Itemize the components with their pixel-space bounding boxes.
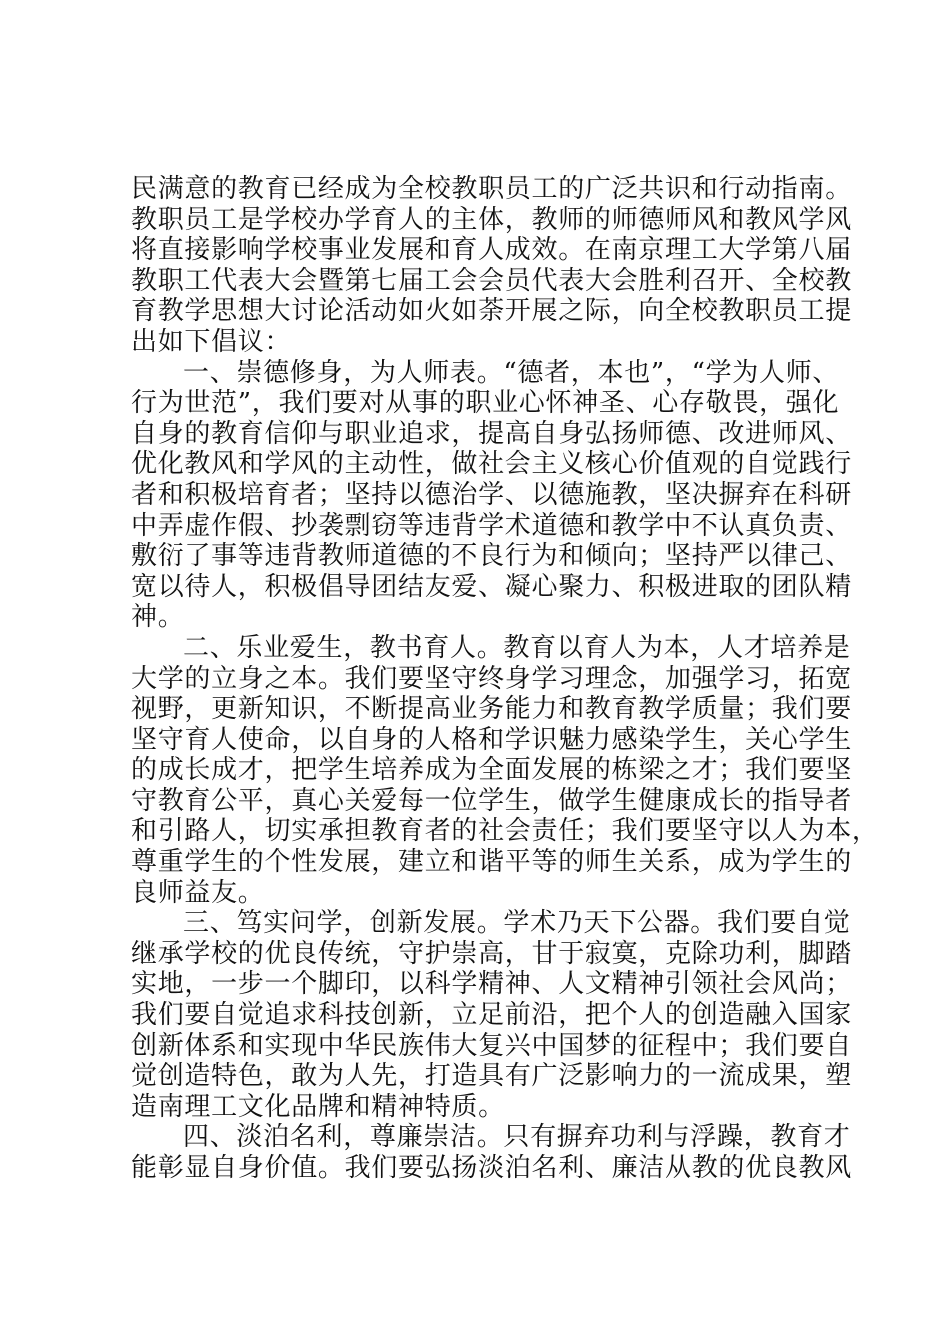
text-line: 中弄虚作假、抄袭剽窃等违背学术道德和教学中不认真负责、	[131, 510, 852, 541]
text-line: 实地，一步一个脚印，以科学精神、人文精神引领社会风尚；	[131, 969, 852, 1000]
text-line: 宽以待人，积极倡导团结友爱、凝心聚力、积极进取的团队精	[131, 571, 852, 602]
text-line: 的成长成才，把学生培养成为全面发展的栋梁之才；我们要坚	[131, 755, 852, 786]
text-line: 行为世范”，我们要对从事的职业心怀神圣、心存敬畏，强化	[131, 388, 840, 419]
text-line: 和引路人，切实承担教育者的社会责任；我们要坚守以人为本，	[131, 816, 879, 847]
text-line: 守教育公平，真心关爱每一位学生，做学生健康成长的指导者	[131, 785, 852, 816]
text-line: 坚守育人使命，以自身的人格和学识魅力感染学生，关心学生	[131, 724, 852, 755]
text-line: 造南理工文化品牌和精神特质。	[131, 1091, 505, 1122]
text-line: 育教学思想大讨论活动如火如荼开展之际，向全校教职员工提	[131, 296, 852, 327]
text-line: 尊重学生的个性发展，建立和谐平等的师生关系，成为学生的	[131, 847, 852, 878]
paragraph-first-line: 一、崇德修身，为人师表。“德者，本也”，“学为人师、	[183, 357, 840, 388]
paragraph-first-line: 三、笃实问学，创新发展。学术乃天下公器。我们要自觉	[183, 908, 851, 939]
text-line: 教职员工是学校办学育人的主体，教师的师德师风和教风学风	[131, 204, 852, 235]
paragraph-first-line: 四、淡泊名利，尊廉崇洁。只有摒弃功利与浮躁，教育才	[183, 1122, 851, 1153]
paragraph-first-line: 二、乐业爱生，教书育人。教育以育人为本，人才培养是	[183, 632, 851, 663]
text-line: 神。	[131, 602, 185, 633]
text-line: 敷衍了事等违背教师道德的不良行为和倾向；坚持严以律己、	[131, 541, 852, 572]
text-line: 创新体系和实现中华民族伟大复兴中国梦的征程中；我们要自	[131, 1030, 852, 1061]
text-line: 出如下倡议：	[131, 326, 292, 357]
document-body	[131, 174, 879, 1184]
text-line: 良师益友。	[131, 877, 265, 908]
text-line: 自身的教育信仰与职业追求，提高自身弘扬师德、改进师风、	[131, 418, 852, 449]
text-line: 者和积极培育者；坚持以德治学、以德施教，坚决摒弃在科研	[131, 479, 852, 510]
text-line: 优化教风和学风的主动性，做社会主义核心价值观的自觉践行	[131, 449, 852, 480]
text-line: 教职工代表大会暨第七届工会会员代表大会胜利召开、全校教	[131, 265, 852, 296]
text-line: 能彰显自身价值。我们要弘扬淡泊名利、廉洁从教的优良教风	[131, 1153, 852, 1183]
text-line: 将直接影响学校事业发展和育人成效。在南京理工大学第八届	[131, 235, 852, 266]
text-line: 觉创造特色，敢为人先，打造具有广泛影响力的一流成果，塑	[131, 1061, 852, 1092]
text-line: 视野，更新知识，不断提高业务能力和教育教学质量；我们要	[131, 694, 852, 725]
text-line: 我们要自觉追求科技创新，立足前沿，把个人的创造融入国家	[131, 1000, 852, 1031]
text-line: 大学的立身之本。我们要坚守终身学习理念，加强学习，拓宽	[131, 663, 852, 694]
text-line: 民满意的教育已经成为全校教职员工的广泛共识和行动指南。	[131, 174, 852, 204]
text-line: 继承学校的优良传统，守护崇高，甘于寂寞，克除功利，脚踏	[131, 938, 852, 969]
